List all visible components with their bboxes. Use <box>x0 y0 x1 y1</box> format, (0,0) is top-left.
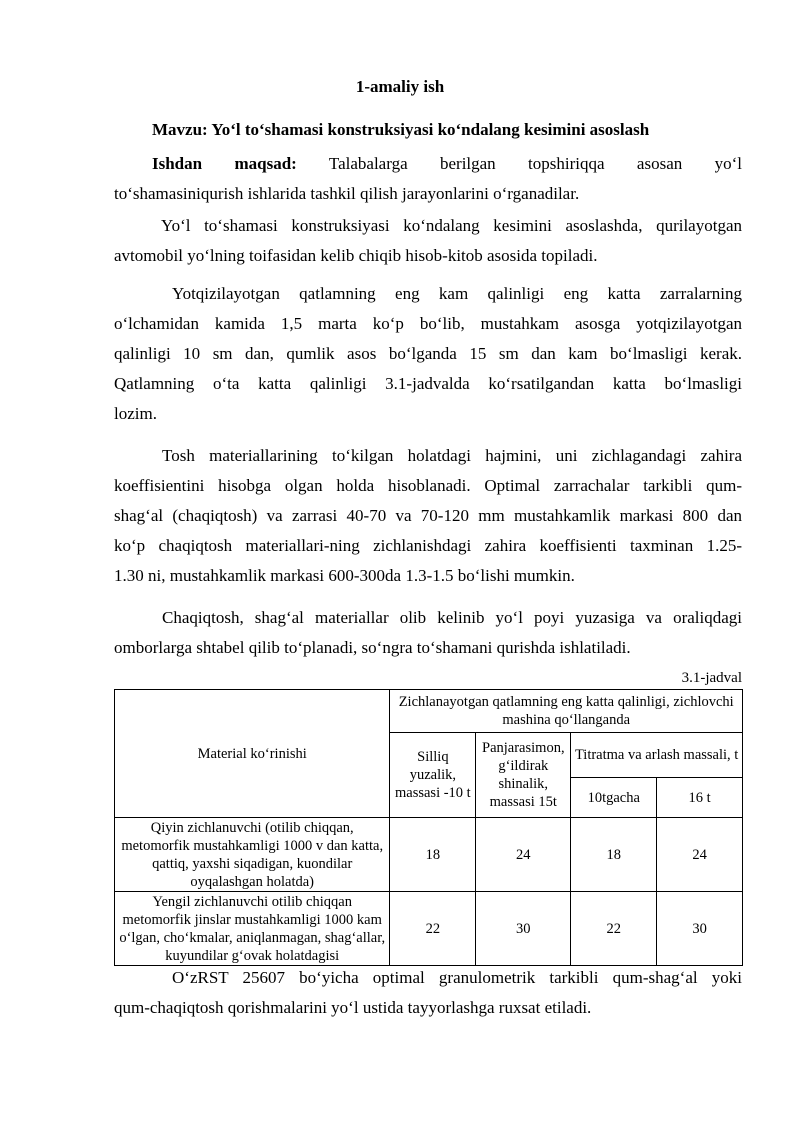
paragraph-line: 1.30 ni, mustahkamlik markasi 600-300da 1.3-1.5 bo‘lishi mumkin. <box>114 566 575 585</box>
paragraph-line: shag‘al (chaqiqtosh) va zarrasi 40-70 va 70-120 mm mustahkamlik markasi 800 dan <box>114 506 742 525</box>
aim-text-2: to‘shamasiniqurish ishlarida tashkil qilish jarayonlarini o‘rganadilar. <box>114 184 580 203</box>
cell-value: 22 <box>571 892 657 966</box>
paragraph-line: koeffisientini hisobga olgan holda hisoblanadi. Optimal zarrachalar tarkibli qum- <box>114 476 742 495</box>
cell-value: 30 <box>657 892 743 966</box>
cell-value: 18 <box>571 818 657 892</box>
header-10t: 10tgacha <box>571 778 657 818</box>
paragraph-line: omborlarga shtabel qilib to‘planadi, so‘ngra to‘shamani qurishda ishlatiladi. <box>114 638 631 657</box>
cell-value: 18 <box>390 818 476 892</box>
paragraph-line: Yo‘l to‘shamasi konstruksiyasi ko‘ndalang kesimini asoslashda, qurilayotgan <box>161 216 742 235</box>
cell-value: 22 <box>390 892 476 966</box>
paragraph-2 <box>114 279 742 429</box>
table-row <box>115 818 743 892</box>
aim-line <box>114 149 742 179</box>
cell-value: 24 <box>476 818 571 892</box>
cell-value: 24 <box>657 818 743 892</box>
paragraph-line: Qatlamning o‘ta katta qalinligi 3.1-jadvalda ko‘rsatilgandan katta bo‘lmasligi <box>114 374 742 393</box>
header-material: Material ko‘rinishi <box>115 690 390 818</box>
aim-paragraph <box>114 149 742 209</box>
paragraph-4 <box>114 603 742 663</box>
aim-label: Ishdan maqsad: <box>152 154 297 173</box>
paragraph-line: o‘lchamidan kamida 1,5 marta ko‘p bo‘lib, mustahkam asosga yotqizilayotgan <box>114 314 742 333</box>
paragraph-line: O‘zRST 25607 bo‘yicha optimal granulometrik tarkibli qum-shag‘al yoki <box>172 968 742 987</box>
cell-value: 30 <box>476 892 571 966</box>
row-material: Yengil zichlanuvchi otilib chiqqan metomorfik jinslar mustahkamligi 1000 kam o‘lgan, cho‘kmalar, aniqlanmagan, shag‘allar, kuyundilar g‘ovak holatdagisi <box>115 892 390 966</box>
aim-text-1: Talabalarga berilgan topshiriqqa asosan yo‘l <box>328 154 742 173</box>
paragraph-line: Tosh materiallarining to‘kilgan holatdagi hajmini, uni zichlagandagi zahira <box>162 446 742 465</box>
table-caption: 3.1-jadval <box>681 670 742 686</box>
page-title: 1-amaliy ish <box>355 77 445 96</box>
compaction-table <box>114 689 743 966</box>
paragraph-3 <box>114 441 742 591</box>
paragraph-line: lozim. <box>114 404 157 423</box>
paragraph-line: avtomobil yo‘lning toifasidan kelib chiqib hisob-kitob asosida topiladi. <box>114 246 598 265</box>
paragraph-line: Yotqizilayotgan qatlamning eng kam qalinligi eng katta zarralarning <box>172 284 742 303</box>
row-material: Qiyin zichlanuvchi (otilib chiqqan, metomorfik mustahkamligi 1000 v dan katta, qattiq, yaxshi siqadigan, kuondilar oyqalashgan holatda) <box>115 818 390 892</box>
paragraph-line: qalinligi 10 sm dan, qumlik asos bo‘lganda 15 sm dan kam bo‘lmasligi kerak. <box>114 344 742 363</box>
paragraph-line: qum-chaqiqtosh qorishmalarini yo‘l ustida tayyorlashga ruxsat etiladi. <box>114 998 592 1017</box>
paragraph-line: ko‘p chaqiqtosh materiallari-ning zichlanishdagi zahira koeffisienti taxminan 1.25- <box>114 536 742 555</box>
header-pneumatic-roller: Panjarasimon, g‘ildirak shinalik, massasi 15t <box>476 733 571 818</box>
table-row <box>115 892 743 966</box>
topic-heading: Mavzu: Yo‘l to‘shamasi konstruksiyasi ko‘ndalang kesimini asoslash <box>152 120 650 139</box>
paragraph-line: Chaqiqtosh, shag‘al materiallar olib kelinib yo‘l poyi yuzasiga va oraliqdagi <box>162 608 742 627</box>
header-vibratory-group: Titratma va arlash massali, t <box>571 733 743 778</box>
header-group: Zichlanayotgan qatlamning eng katta qalinligi, zichlovchi mashina qo‘llanganda <box>390 690 743 733</box>
paragraph-1 <box>114 211 742 271</box>
header-16t: 16 t <box>657 778 743 818</box>
header-smooth-roller: Silliq yuzalik, massasi -10 t <box>390 733 476 818</box>
paragraph-5 <box>114 963 742 1023</box>
